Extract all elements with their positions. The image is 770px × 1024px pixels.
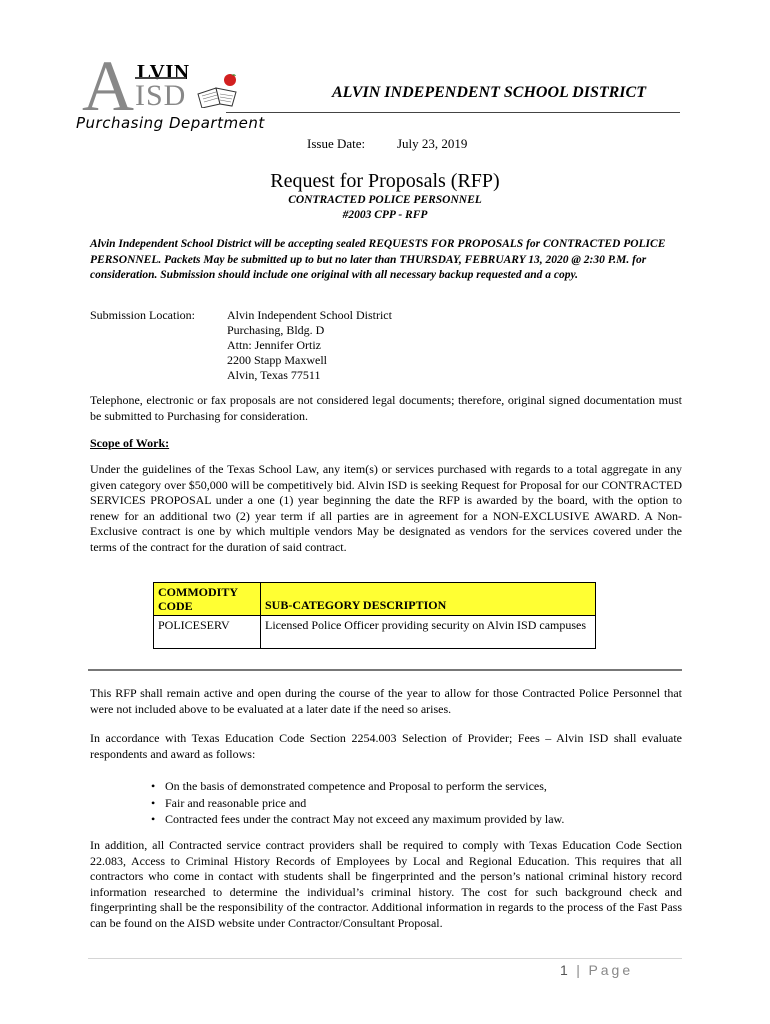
page-footer [560, 962, 633, 978]
table-header-row [154, 583, 596, 616]
scope-heading: Scope of Work: [90, 436, 170, 450]
addition-paragraph: In addition, all Contracted service contract providers shall be required to comply with Texas Education Code Section 22.083, Access to Criminal History Records of Employees by Local and Regional Education. This requires that all contractors who come in contact with students shall be fingerprinted and the person’s national criminal history record information researched to determine the individual’s criminal history. The cost for such background check and fingerprinting shall be the responsibility of the contractor. Additional information in regards to the process of the Fast Pass can be found on the AISD website under Contractor/Consultant Proposal. [90, 838, 682, 930]
book-apple-icon [196, 74, 244, 108]
scope-body: Under the guidelines of the Texas School Law, any item(s) or services purchased with regards to a total aggregate in any given category over $50,000 will be competitively bid. Alvin ISD is seeking Request for Proposal for our CONTRACTED SERVICES PROPOSAL under a one (1) year beginning the date the RFP is awarded by the board, with the option to renew for an additional two (2) year term if all parties are in agreement for a NON-EXCLUSIVE AWARD. A Non-Exclusive contract is one by which multiple vendors May be designated as vendors for the services covered under the terms of the contract for the duration of said contract. [90, 462, 682, 554]
remain-active-paragraph: This RFP shall remain active and open during the course of the year to allow for those Contracted Police Personnel that were not included above to be evaluated at a later date if the need so arises. [90, 686, 682, 716]
logo-isd-text: ISD [135, 79, 187, 112]
address-line: Alvin Independent School District [227, 308, 392, 322]
cell-description: Licensed Police Officer providing security on Alvin ISD campuses [261, 616, 596, 649]
logo-isd [135, 79, 186, 113]
list-item: • Contracted fees under the contract May not exceed any maximum provided by law. [165, 811, 564, 828]
table-row [154, 616, 596, 649]
footer-separator: | [576, 962, 583, 978]
issue-date-value: July 23, 2019 [397, 136, 468, 151]
accordance-paragraph: In accordance with Texas Education Code Section 2254.003 Selection of Provider; Fees – Alvin ISD shall evaluate respondents and award as follows: [90, 731, 682, 761]
address-line: Alvin, Texas 77511 [227, 368, 321, 382]
header-commodity-code: COMMODITY CODE [154, 583, 261, 616]
page-word: Page [588, 962, 634, 978]
intro-paragraph: Alvin Independent School District will be accepting sealed REQUESTS FOR PROPOSALS for CONTRACTED POLICE PERSONNEL. Packets May be submitted up to but no later than THURSDAY, FEBRUARY 13, 2020 @ 2:30 P.M. for consideration. Submission should include one original with all necessary backup requested and a copy. [90, 238, 666, 282]
telephone-note: Telephone, electronic or fax proposals are not considered legal documents; therefore, original signed documentation must be submitted to Purchasing for consideration. [90, 393, 682, 423]
rfp-title: Request for Proposals (RFP) [270, 170, 500, 192]
commodity-table [153, 582, 596, 649]
rfp-number: #2003 CPP - RFP [342, 209, 428, 221]
rfp-subtitle: CONTRACTED POLICE PERSONNEL [288, 194, 482, 206]
list-item: • Fair and reasonable price and [165, 795, 564, 812]
address-line: Attn: Jennifer Ortiz [227, 338, 321, 352]
footer-rule [88, 958, 682, 959]
district-name: ALVIN INDEPENDENT SCHOOL DISTRICT [332, 84, 646, 101]
address-line: 2200 Stapp Maxwell [227, 353, 327, 367]
submission-address [227, 308, 392, 383]
cell-commodity-code: POLICESERV [154, 616, 261, 649]
issue-date-label: Issue Date: [307, 136, 366, 151]
address-line: Purchasing, Bldg. D [227, 323, 325, 337]
list-item: • On the basis of demonstrated competence and Proposal to perform the services, [165, 778, 564, 795]
logo-lvin: LVIN [137, 60, 190, 84]
logo-department: Purchasing Department [76, 114, 265, 132]
submission-label: Submission Location: [90, 308, 195, 322]
page-number: 1 [560, 962, 571, 978]
header-sub-category: SUB-CATEGORY DESCRIPTION [261, 583, 596, 616]
section-divider [88, 669, 682, 671]
logo-letter-a: A [82, 46, 134, 126]
award-criteria-list [165, 778, 564, 828]
header-rule [226, 112, 680, 113]
